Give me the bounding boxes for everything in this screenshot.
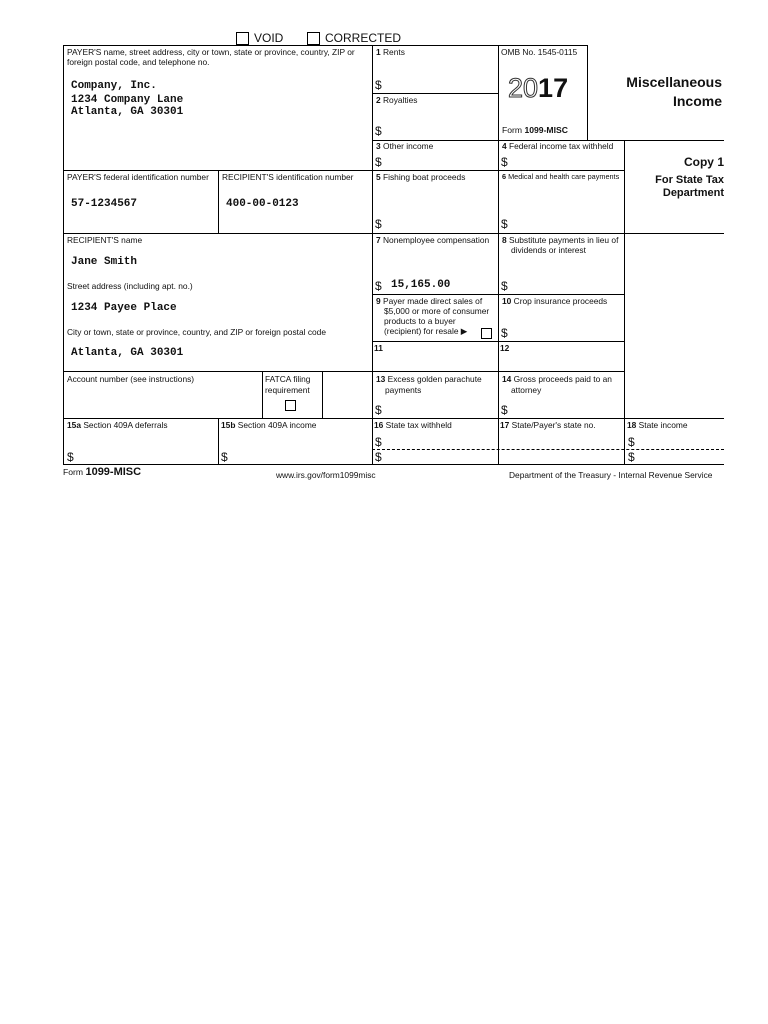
box8-label: 8 Substitute payments in lieu of dividends or interest — [502, 235, 619, 255]
box15b-dollar: $ — [221, 450, 228, 464]
box14-dollar: $ — [501, 403, 508, 417]
fatca-checkbox[interactable] — [285, 400, 296, 411]
box18-dollar-1: $ — [628, 435, 635, 449]
recipient-street-label: Street address (including apt. no.) — [67, 281, 193, 291]
box9-label: 9 Payer made direct sales of $5,000 or more of consumer products to a buyer (recipient) for resale ▶ — [376, 296, 490, 336]
tax-year: 2017 — [508, 73, 569, 103]
recipient-city-label: City or town, state or province, country, and ZIP or foreign postal code — [67, 327, 326, 337]
box7-dollar: $ — [375, 279, 382, 293]
box2-label: 2 Royalties — [376, 95, 418, 105]
copy-destination: For State Tax Department — [655, 174, 724, 199]
box7-label: 7 Nonemployee compensation — [376, 235, 490, 245]
box16-label: 16 State tax withheld — [374, 420, 452, 430]
box14-label: 14 Gross proceeds paid to an attorney — [502, 374, 612, 395]
copy-label: Copy 1 — [683, 155, 724, 169]
box16-dollar-1: $ — [375, 435, 382, 449]
box2-dollar: $ — [375, 124, 382, 138]
payer-name: Company, Inc. — [71, 80, 157, 92]
void-label: VOID — [254, 31, 284, 45]
box9-checkbox[interactable] — [481, 328, 492, 339]
recipient-name: Jane Smith — [71, 256, 138, 268]
box3-dollar: $ — [375, 155, 382, 169]
void-checkbox[interactable] — [236, 32, 249, 45]
box5-label: 5 Fishing boat proceeds — [376, 172, 466, 182]
omb-form-name: Form 1099-MISC — [502, 125, 568, 135]
payer-fed-id: 57-1234567 — [71, 198, 138, 210]
payer-city: Atlanta, GA 30301 — [71, 106, 184, 118]
box16-dollar-2: $ — [375, 450, 382, 464]
box18-dollar-2: $ — [628, 450, 635, 464]
box15b-label: 15b Section 409A income — [221, 420, 317, 430]
omb-number: OMB No. 1545-0115 — [501, 47, 578, 57]
corrected-checkbox[interactable] — [307, 32, 320, 45]
account-number-label: Account number (see instructions) — [67, 374, 195, 384]
box7-value: 15,165.00 — [391, 279, 451, 291]
box10-dollar: $ — [501, 326, 508, 340]
box4-dollar: $ — [501, 155, 508, 169]
box15a-label: 15a Section 409A deferrals — [67, 420, 168, 430]
recipient-city: Atlanta, GA 30301 — [71, 347, 184, 359]
box5-dollar: $ — [375, 217, 382, 231]
payer-fed-id-label: PAYER'S federal identification number — [67, 172, 209, 182]
corrected-label: CORRECTED — [325, 31, 402, 45]
box13-label: 13 Excess golden parachute payments — [376, 374, 482, 395]
box18-label: 18 State income — [627, 420, 688, 430]
footer-form-name: Form 1099-MISC — [63, 466, 142, 478]
footer-url[interactable]: www.irs.gov/form1099misc — [276, 470, 376, 480]
form-title: Miscellaneous Income — [626, 74, 722, 109]
box11-label: 11 — [374, 343, 383, 353]
box15a-dollar: $ — [67, 450, 74, 464]
box3-label: 3 Other income — [376, 141, 434, 151]
payer-label: PAYER'S name, street address, city or town, state or province, country, ZIP or foreign postal code, and telephone no. — [67, 47, 355, 67]
box10-label: 10 Crop insurance proceeds — [502, 296, 608, 306]
recipient-id: 400-00-0123 — [226, 198, 299, 210]
box17-label: 17 State/Payer's state no. — [500, 420, 596, 430]
box4-label: 4 Federal income tax withheld — [502, 141, 614, 151]
box1-dollar: $ — [375, 78, 382, 92]
box1-label: 1 Rents — [376, 47, 405, 57]
footer-department: Department of the Treasury - Internal Revenue Service — [509, 470, 713, 480]
recipient-street: 1234 Payee Place — [71, 302, 177, 314]
recipient-name-label: RECIPIENT'S name — [67, 235, 143, 245]
box6-dollar: $ — [501, 217, 508, 231]
box6-label: 6 Medical and health care payments — [502, 172, 620, 181]
box13-dollar: $ — [375, 403, 382, 417]
fatca-label: FATCA filing requirement — [265, 374, 311, 395]
payer-street: 1234 Company Lane — [71, 94, 184, 106]
recipient-id-label: RECIPIENT'S identification number — [222, 172, 354, 182]
box12-label: 12 — [500, 343, 510, 353]
box8-dollar: $ — [501, 279, 508, 293]
